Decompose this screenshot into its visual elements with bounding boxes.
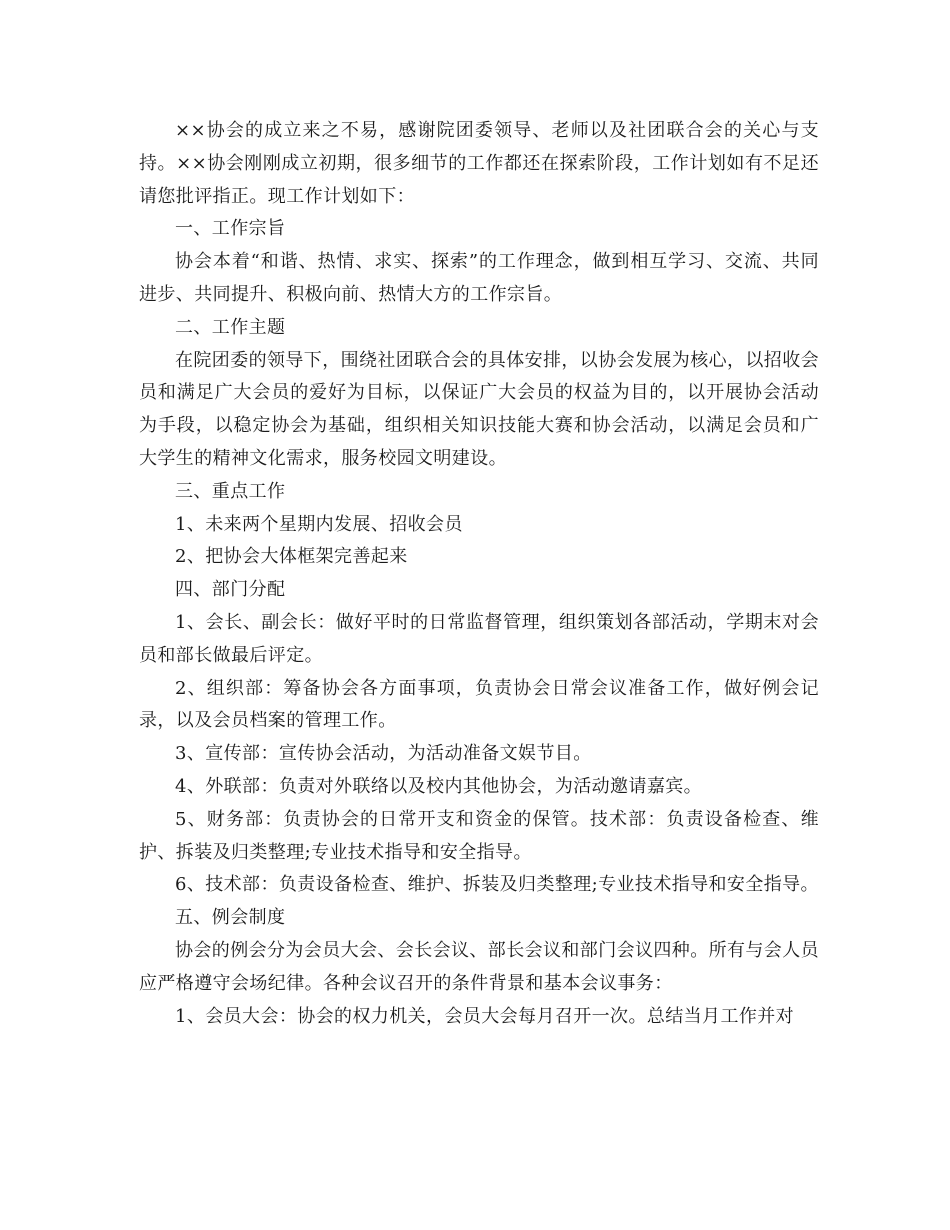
list-item-department-1: 1、会长、副会长：做好平时的日常监督管理，组织策划各部活动，学期末对会员和部长做最后评定。 [139, 611, 819, 666]
heading-key-work: 三、重点工作 [175, 480, 286, 502]
paragraph-work-purpose: 协会本着“和谐、热情、求实、探索”的工作理念，做到相互学习、交流、共同进步、共同提升、积极向前、热情大方的工作宗旨。 [139, 251, 819, 305]
list-item-meeting-1: 1、会员大会：协会的权力机关，会员大会每月召开一次。总结当月工作并对 [175, 1005, 795, 1027]
list-item-department-3: 3、宣传部：宣传协会活动，为活动准备文娱节目。 [175, 743, 592, 765]
paragraph-meeting-system: 协会的例会分为会员大会、会长会议、部长会议和部门会议四种。所有与会人员应严格遵守会场纪律。各种会议召开的条件背景和基本会议事务： [139, 939, 819, 994]
paragraph-work-theme: 在院团委的领导下，围绕社团联合会的具体安排，以协会发展为核心，以招收会员和满足广大会员的爱好为目标，以保证广大会员的权益为目的，以开展协会活动为手段，以稳定协会为基础，组织相关知识技能大赛和协会活动，以满足会员和广大学生的精神文化需求，服务校园文明建设。 [139, 349, 819, 469]
heading-work-theme: 二、工作主题 [175, 316, 286, 338]
list-item-department-2: 2、组织部：筹备协会各方面事项，负责协会日常会议准备工作，做好例会记录，以及会员档案的管理工作。 [139, 677, 819, 732]
list-item-department-6: 6、技术部：负责设备检查、维护、拆装及归类整理;专业技术指导和安全指导。 [175, 874, 819, 896]
heading-meeting-system: 五、例会制度 [175, 907, 286, 929]
list-item-department-4: 4、外联部：负责对外联络以及校内其他协会，为活动邀请嘉宾。 [175, 775, 703, 797]
heading-work-purpose: 一、工作宗旨 [175, 218, 286, 240]
list-item-key-work-1: 1、未来两个星期内发展、招收会员 [175, 513, 463, 535]
paragraph-intro: ××协会的成立来之不易，感谢院团委领导、老师以及社团联合会的关心与支持。××协会刚刚成立初期，很多细节的工作都还在探索阶段，工作计划如有不足还请您批评指正。现工作计划如下： [139, 120, 819, 207]
document-body [139, 115, 819, 1033]
heading-departments: 四、部门分配 [175, 579, 286, 601]
list-item-key-work-2: 2、把协会大体框架完善起来 [175, 546, 408, 568]
list-item-department-5: 5、财务部：负责协会的日常开支和资金的保管。技术部：负责设备检查、维护、拆装及归类整理;专业技术指导和安全指导。 [139, 808, 819, 863]
